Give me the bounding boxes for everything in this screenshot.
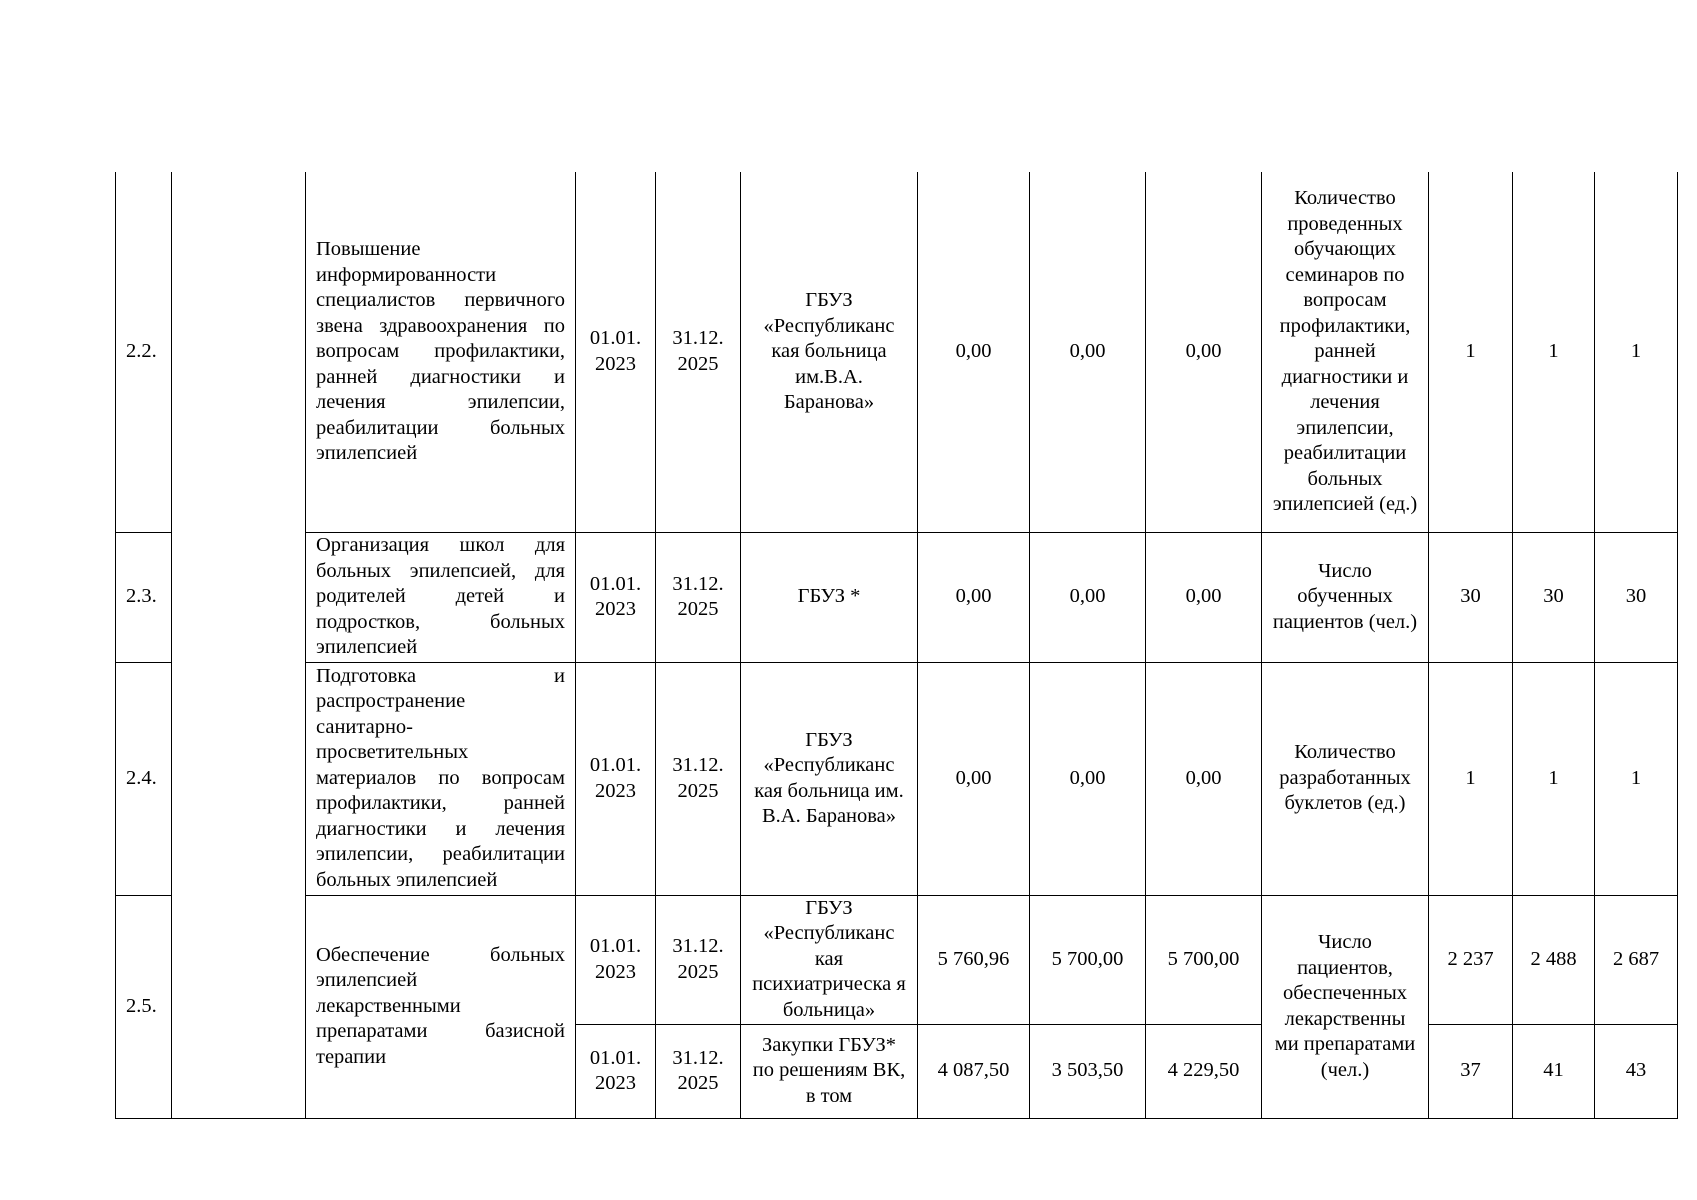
indicator-value-2023: 1 <box>1429 172 1513 532</box>
indicator-value-2024: 41 <box>1513 1024 1595 1118</box>
funding-2025: 5 700,00 <box>1146 895 1262 1024</box>
funding-2025: 0,00 <box>1146 662 1262 895</box>
row-number: 2.4. <box>116 662 172 895</box>
activity-description: Организация школ для больных эпилепсией, для родителей детей и подростков, больных эпилепсией <box>306 532 576 662</box>
table-row <box>116 895 1678 1024</box>
end-date: 31.12. 2025 <box>656 662 741 895</box>
end-date: 31.12. 2025 <box>656 172 741 532</box>
activity-description: Обеспечение больных эпилепсией лекарственными препаратами базисной терапии <box>306 895 576 1118</box>
table-row <box>116 532 1678 662</box>
funding-2024: 3 503,50 <box>1030 1024 1146 1118</box>
indicator-value-2023: 30 <box>1429 532 1513 662</box>
indicator-value-2024: 2 488 <box>1513 895 1595 1024</box>
start-date: 01.01. 2023 <box>576 172 656 532</box>
funding-2025: 4 229,50 <box>1146 1024 1262 1118</box>
row-number: 2.5. <box>116 895 172 1118</box>
start-date: 01.01. 2023 <box>576 662 656 895</box>
indicator-value-2023: 1 <box>1429 662 1513 895</box>
executor: Закупки ГБУЗ* по решениям ВК, в том <box>741 1024 918 1118</box>
indicator-value-2024: 30 <box>1513 532 1595 662</box>
executor: ГБУЗ * <box>741 532 918 662</box>
empty-column-cell <box>172 172 306 1118</box>
funding-2024: 0,00 <box>1030 172 1146 532</box>
indicator-value-2025: 2 687 <box>1595 895 1678 1024</box>
funding-2023: 5 760,96 <box>918 895 1030 1024</box>
executor: ГБУЗ «Республиканс кая больница им.В.А. Баранова» <box>741 172 918 532</box>
start-date: 01.01. 2023 <box>576 1024 656 1118</box>
indicator-value-2024: 1 <box>1513 172 1595 532</box>
funding-2024: 0,00 <box>1030 662 1146 895</box>
indicator: Количество разработанных буклетов (ед.) <box>1262 662 1429 895</box>
funding-2023: 4 087,50 <box>918 1024 1030 1118</box>
funding-2023: 0,00 <box>918 172 1030 532</box>
indicator-value-2025: 1 <box>1595 172 1678 532</box>
funding-2024: 5 700,00 <box>1030 895 1146 1024</box>
row-number: 2.3. <box>116 532 172 662</box>
start-date: 01.01. 2023 <box>576 532 656 662</box>
funding-2023: 0,00 <box>918 662 1030 895</box>
indicator: Число обученных пациентов (чел.) <box>1262 532 1429 662</box>
program-activities-table <box>115 172 1678 1119</box>
indicator-value-2023: 2 237 <box>1429 895 1513 1024</box>
funding-2025: 0,00 <box>1146 172 1262 532</box>
indicator-value-2025: 1 <box>1595 662 1678 895</box>
end-date: 31.12. 2025 <box>656 895 741 1024</box>
row-number: 2.2. <box>116 172 172 532</box>
activity-description: Повышение информированности специалистов первичного звена здравоохранения по вопросам профилактики, ранней диагностики и лечения эпилепсии, реабилитации больных эпилепсией <box>306 172 576 532</box>
indicator-value-2025: 30 <box>1595 532 1678 662</box>
funding-2024: 0,00 <box>1030 532 1146 662</box>
table-row <box>116 662 1678 895</box>
start-date: 01.01. 2023 <box>576 895 656 1024</box>
indicator-value-2024: 1 <box>1513 662 1595 895</box>
table-row <box>116 172 1678 532</box>
funding-2023: 0,00 <box>918 532 1030 662</box>
end-date: 31.12. 2025 <box>656 532 741 662</box>
indicator-value-2023: 37 <box>1429 1024 1513 1118</box>
indicator: Число пациентов, обеспеченных лекарственны ми препаратами (чел.) <box>1262 895 1429 1118</box>
activity-description: Подготовка и распространение санитарно-просветительных материалов по вопросам профилактики, ранней диагностики и лечения эпилепсии, реабилитации больных эпилепсией <box>306 662 576 895</box>
funding-2025: 0,00 <box>1146 532 1262 662</box>
end-date: 31.12. 2025 <box>656 1024 741 1118</box>
indicator: Количество проведенных обучающих семинаров по вопросам профилактики, ранней диагностики и лечения эпилепсии, реабилитации больных эпилепсией (ед.) <box>1262 172 1429 532</box>
indicator-value-2025: 43 <box>1595 1024 1678 1118</box>
executor: ГБУЗ «Республиканс кая психиатрическа я больница» <box>741 895 918 1024</box>
executor: ГБУЗ «Республиканс кая больница им. В.А. Баранова» <box>741 662 918 895</box>
